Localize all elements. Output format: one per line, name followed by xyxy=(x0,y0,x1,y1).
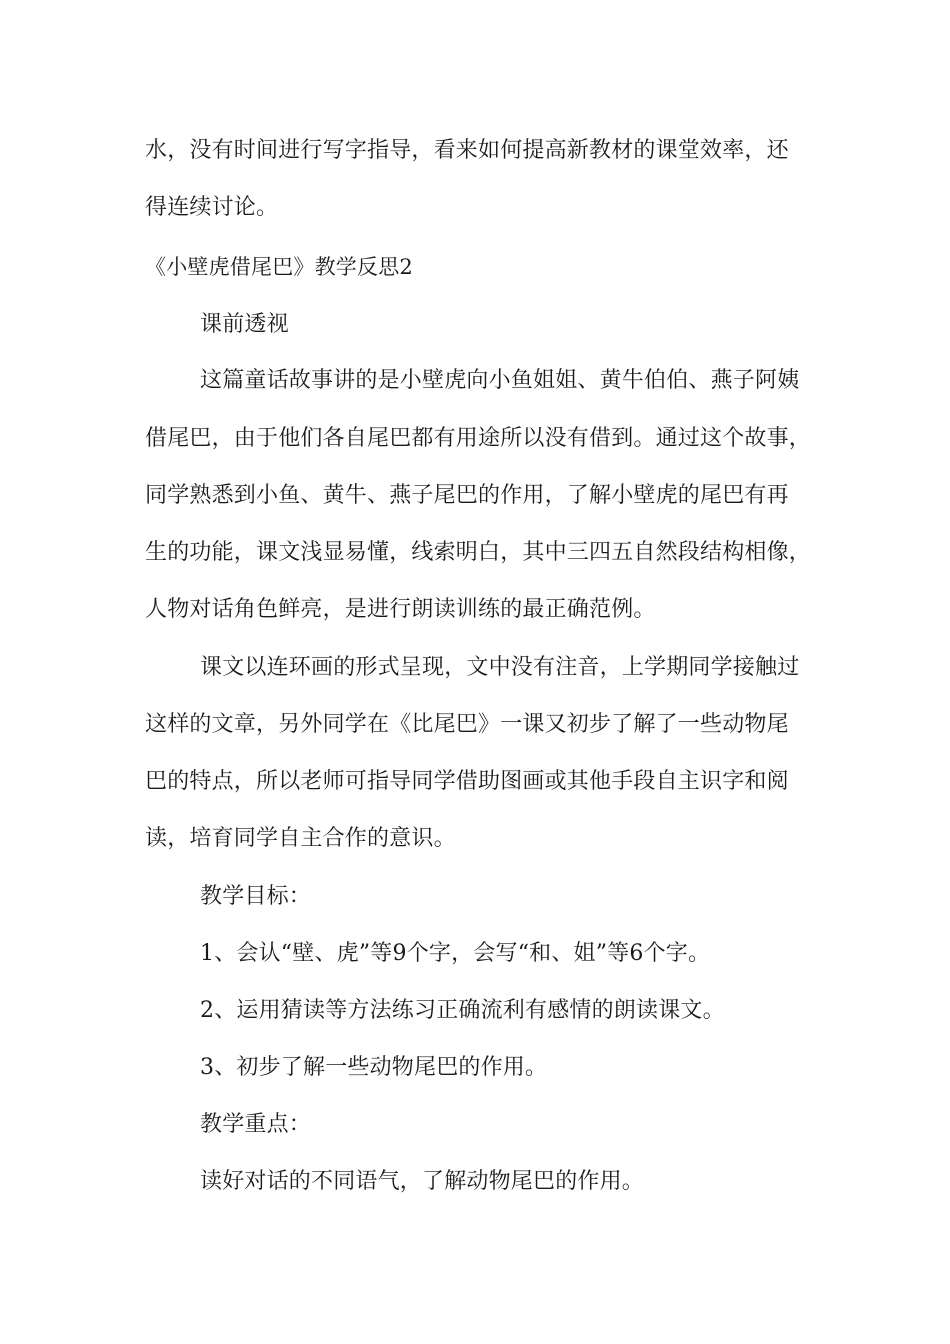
goal-item-3: 3、初步了解一些动物尾巴的作用。 xyxy=(200,1055,548,1080)
focus-heading: 教学重点： xyxy=(200,1112,312,1137)
paragraph2-line-2: 这样的文章，另外同学在《比尾巴》一课又初步了解了一些动物尾 xyxy=(145,712,789,737)
paragraph1-line-5: 人物对话角色鲜亮，是进行朗读训练的最正确范例。 xyxy=(145,597,656,622)
paragraph1-line-3: 同学熟悉到小鱼、黄牛、燕子尾巴的作用，了解小壁虎的尾巴有再 xyxy=(145,483,789,508)
paragraph1-line-2: 借尾巴，由于他们各自尾巴都有用途所以没有借到。通过这个故事， xyxy=(145,426,812,451)
paragraph2-line-3: 巴的特点，所以老师可指导同学借助图画或其他手段自主识字和阅 xyxy=(145,769,789,794)
paragraph1-line-4: 生的功能，课文浅显易懂，线索明白，其中三四五自然段结构相像， xyxy=(145,540,812,565)
paragraph1-line-1: 这篇童话故事讲的是小壁虎向小鱼姐姐、黄牛伯伯、燕子阿姨 xyxy=(200,368,800,393)
continuation-line-2: 得连续讨论。 xyxy=(145,195,279,220)
paragraph2-line-1: 课文以连环画的形式呈现，文中没有注音，上学期同学接触过 xyxy=(200,655,800,680)
section-title: 《小壁虎借尾巴》教学反思2 xyxy=(145,255,413,279)
goals-heading: 教学目标： xyxy=(200,884,312,909)
subheading-preview: 课前透视 xyxy=(200,312,289,337)
focus-text: 读好对话的不同语气，了解动物尾巴的作用。 xyxy=(200,1169,645,1194)
paragraph2-line-4: 读，培育同学自主合作的意识。 xyxy=(145,826,456,851)
goal-item-2: 2、运用猜读等方法练习正确流利有感情的朗读课文。 xyxy=(200,998,725,1023)
goal-item-1: 1、会认“壁、虎”等9个字，会写“和、姐”等6个字。 xyxy=(200,941,711,966)
continuation-line-1: 水，没有时间进行写字指导，看来如何提高新教材的课堂效率，还 xyxy=(145,138,789,163)
